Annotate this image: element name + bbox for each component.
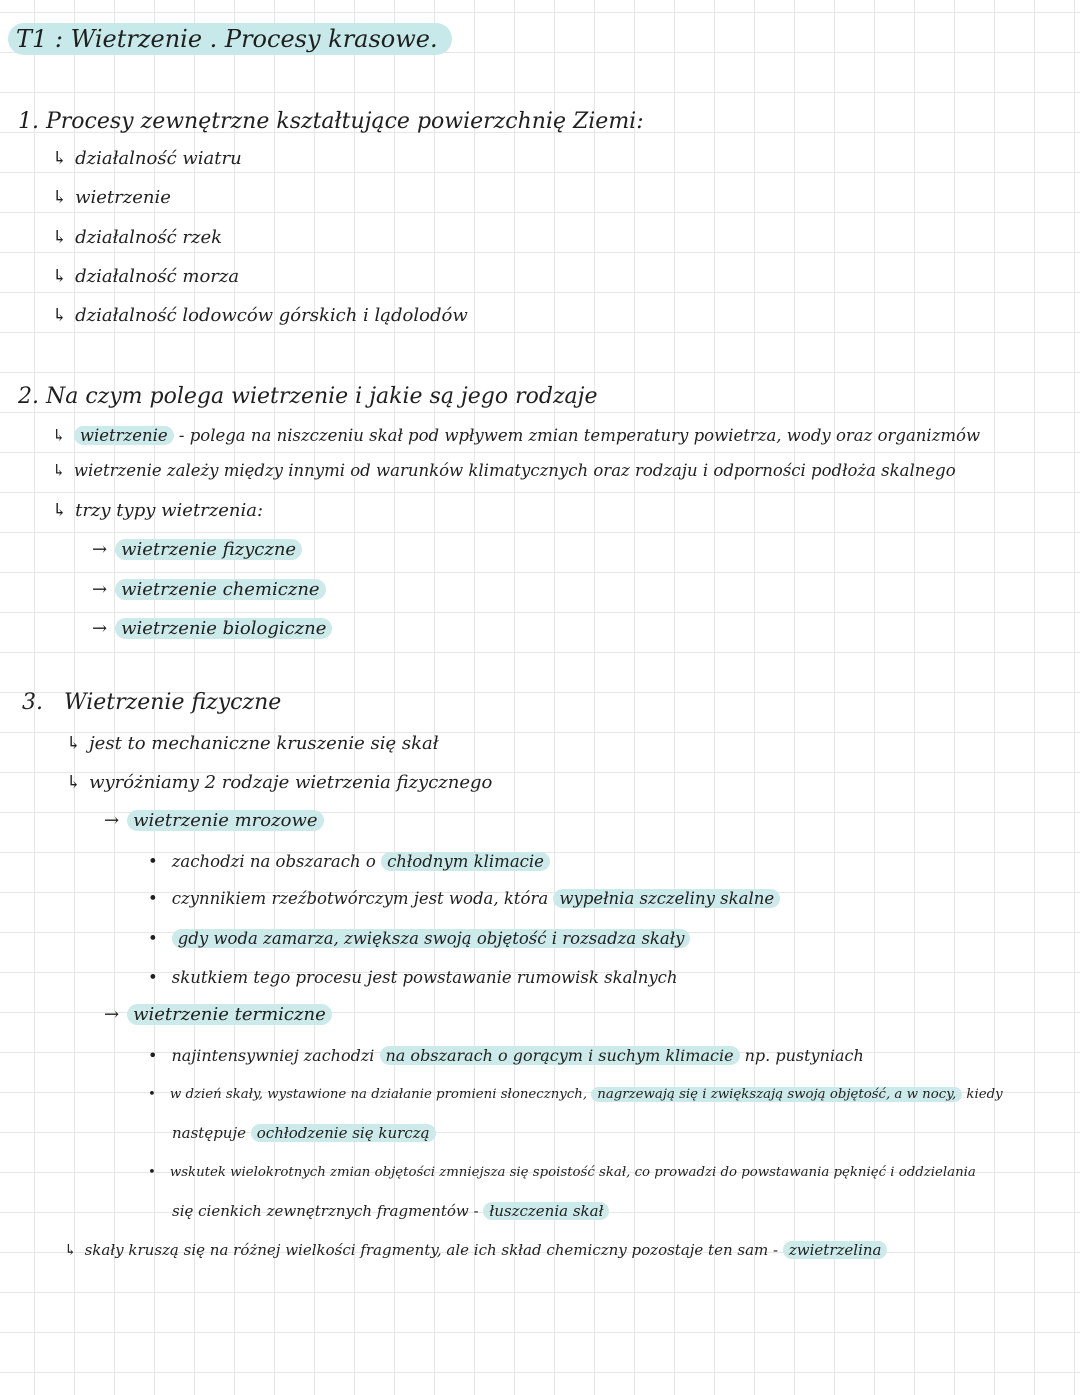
bullet-icon: • xyxy=(148,968,158,987)
section-3-heading: 3. Wietrzenie fizyczne xyxy=(22,690,282,715)
bullet-continuation: się cienkich zewnętrznych fragmentów - łuszczenia skał xyxy=(172,1198,609,1224)
bullet-item: • zachodzi na obszarach o chłodnym klimacie xyxy=(148,849,550,875)
list-item: ↳ działalność wiatru xyxy=(52,148,242,169)
type-item: → wietrzenie fizyczne xyxy=(92,537,302,563)
bullet-item: • w dzień skały, wystawione na działanie promieni słonecznych, nagrzewają się i zwiększają swoją objętość, a w nocy, kiedy xyxy=(148,1087,1003,1102)
page-title xyxy=(8,22,452,56)
arrow-icon: → xyxy=(104,810,120,831)
thermal-weathering-label: → wietrzenie termiczne xyxy=(104,1002,332,1028)
bullet-continuation: następuje ochłodzenie się kurczą xyxy=(172,1120,436,1146)
sub-arrow-icon: ↳ xyxy=(52,187,68,208)
list-item: ↳ trzy typy wietrzenia: xyxy=(52,500,264,521)
frost-weathering-label: → wietrzenie mrozowe xyxy=(104,808,324,834)
summary-line: ↳ skały kruszą się na różnej wielkości fragmenty, ale ich skład chemiczny pozostaje ten sam - zwietrzelina xyxy=(64,1237,887,1263)
bullet-icon: • xyxy=(148,889,158,908)
list-item: ↳ wietrzenie xyxy=(52,187,171,208)
bullet-item: • skutkiem tego procesu jest powstawanie rumowisk skalnych xyxy=(148,968,678,987)
list-item: ↳ działalność morza xyxy=(52,266,240,287)
bullet-item: • wskutek wielokrotnych zmian objętości zmniejsza się spoistość skał, co prowadzi do powstawania pęknięć i oddzielania xyxy=(148,1165,976,1180)
sub-arrow-icon: ↳ xyxy=(64,1241,77,1259)
sub-arrow-icon: ↳ xyxy=(52,266,68,287)
list-item: ↳ wietrzenie - polega na niszczeniu skał pod wpływem zmian temperatury powietrza, wody oraz organizmów xyxy=(52,426,981,445)
type-item: → wietrzenie chemiczne xyxy=(92,577,326,603)
bullet-item: • gdy woda zamarza, zwiększa swoją objętość i rozsadza skały xyxy=(148,926,690,952)
arrow-icon: → xyxy=(92,618,108,639)
section-2-heading: 2. Na czym polega wietrzenie i jakie są jego rodzaje xyxy=(18,384,598,409)
sub-arrow-icon: ↳ xyxy=(52,461,66,480)
arrow-icon: → xyxy=(92,539,108,560)
title-highlight: T1 : Wietrzenie . Procesy krasowe. xyxy=(8,23,452,55)
sub-arrow-icon: ↳ xyxy=(52,305,68,326)
bullet-item: • najintensywniej zachodzi na obszarach o gorącym i suchym klimacie np. pustyniach xyxy=(148,1046,864,1065)
sub-arrow-icon: ↳ xyxy=(52,426,66,445)
type-item: → wietrzenie biologiczne xyxy=(92,616,332,642)
list-item: ↳ wyróżniamy 2 rodzaje wietrzenia fizycznego xyxy=(66,772,493,793)
sub-arrow-icon: ↳ xyxy=(66,733,82,754)
list-item: ↳ wietrzenie zależy między innymi od warunków klimatycznych oraz rodzaju i odporności podłoża skalnego xyxy=(52,461,956,480)
bullet-icon: • xyxy=(148,852,158,871)
sub-arrow-icon: ↳ xyxy=(52,500,68,521)
bullet-icon: • xyxy=(148,1087,156,1102)
arrow-icon: → xyxy=(104,1004,120,1025)
section-1-heading: 1. Procesy zewnętrzne kształtujące powierzchnię Ziemi: xyxy=(18,109,644,134)
sub-arrow-icon: ↳ xyxy=(66,772,82,793)
list-item: ↳ działalność rzek xyxy=(52,227,223,248)
bullet-icon: • xyxy=(148,1046,158,1065)
bullet-item: • czynnikiem rzeźbotwórczym jest woda, która wypełnia szczeliny skalne xyxy=(148,886,780,912)
arrow-icon: → xyxy=(92,579,108,600)
list-item: ↳ jest to mechaniczne kruszenie się skał xyxy=(66,733,439,754)
sub-arrow-icon: ↳ xyxy=(52,227,68,248)
bullet-icon: • xyxy=(148,1165,156,1180)
sub-arrow-icon: ↳ xyxy=(52,148,68,169)
list-item: ↳ działalność lodowców górskich i lądolodów xyxy=(52,305,468,326)
bullet-icon: • xyxy=(148,929,158,948)
